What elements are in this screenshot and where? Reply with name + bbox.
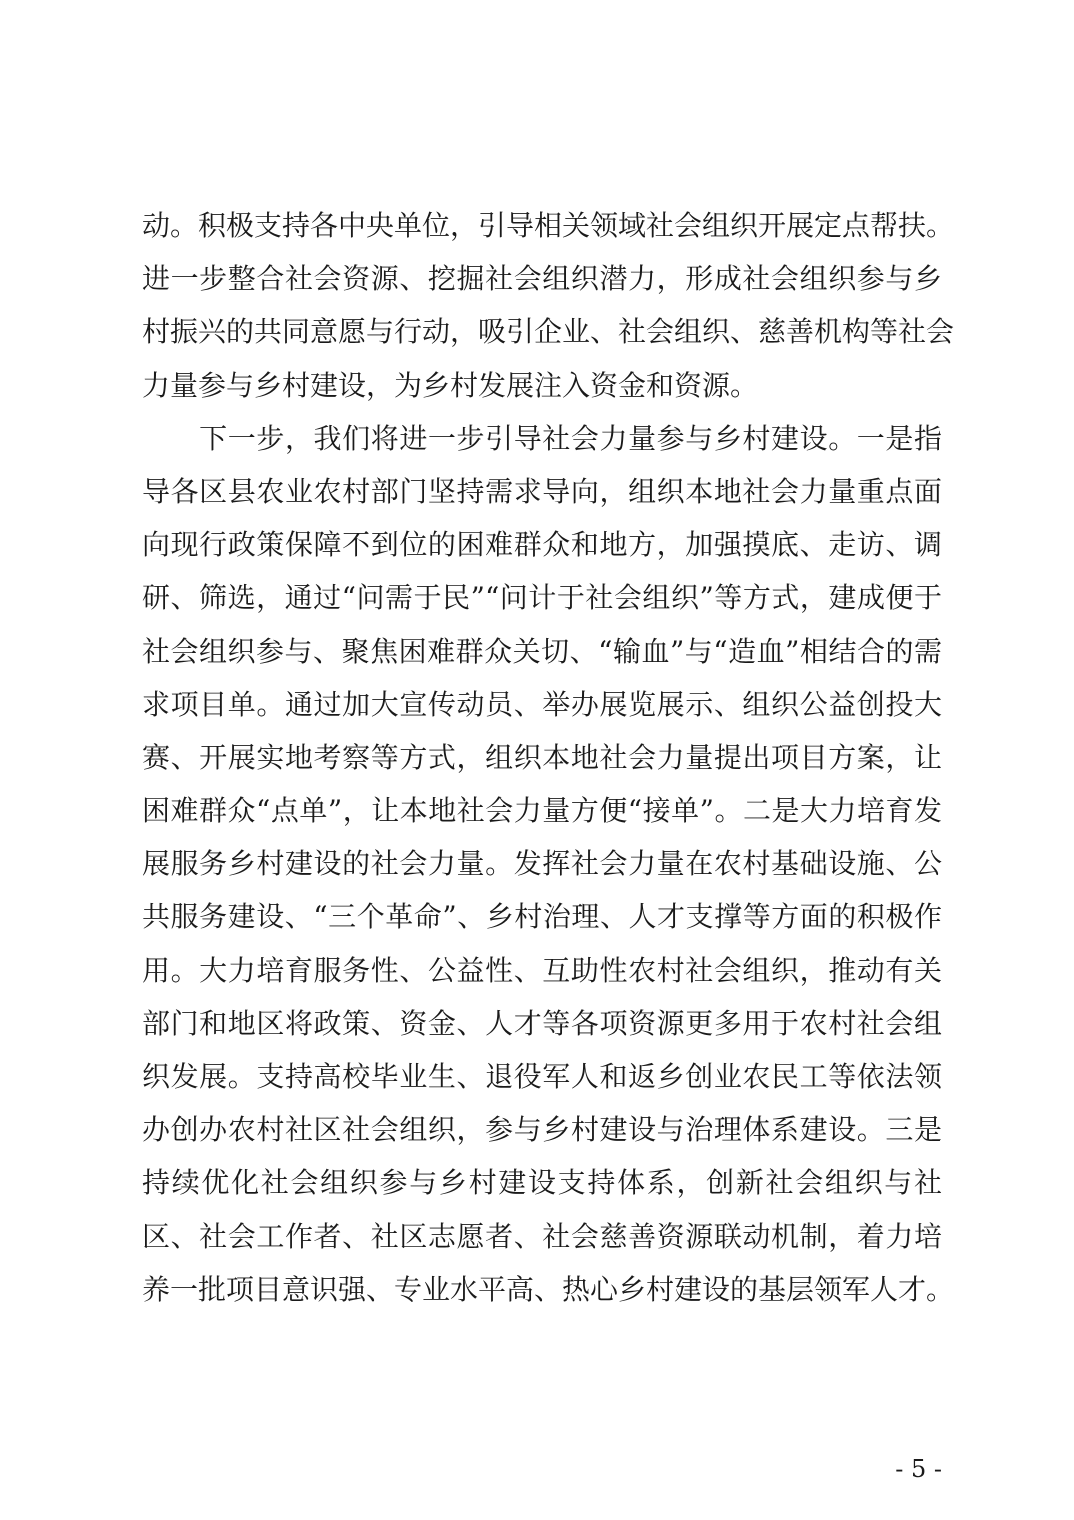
text-line: 村振兴的共同意愿与行动，吸引企业、社会组织、慈善机构等社会	[142, 315, 955, 349]
text-line: 动。积极支持各中央单位，引导相关领域社会组织开展定点帮扶。	[142, 209, 955, 242]
text-line: 进一步整合社会资源、挖掘社会组织潜力，形成社会组织参与乡	[142, 262, 942, 296]
text-line: 求项目单。通过加大宣传动员、举办展览展示、组织公益创投大	[142, 687, 942, 721]
body-text	[142, 199, 955, 1316]
text-line: 共服务建设、“三个革命”、乡村治理、人才支撑等方面的积极作	[142, 900, 942, 934]
text-line: 下一步，我们将进一步引导社会力量参与乡村建设。一是指	[142, 421, 942, 455]
text-line: 困难群众“点单”，让本地社会力量方便“接单”。二是大力培育发	[142, 794, 942, 828]
text-line: 用。大力培育服务性、公益性、互助性农村社会组织，推动有关	[142, 953, 942, 987]
text-line: 力量参与乡村建设，为乡村发展注入资金和资源。	[142, 368, 759, 402]
text-line: 赛、开展实地考察等方式，组织本地社会力量提出项目方案，让	[142, 740, 942, 774]
page-number: - 5 -	[895, 1455, 942, 1483]
text-line: 区、社会工作者、社区志愿者、社会慈善资源联动机制，着力培	[142, 1219, 942, 1253]
text-line: 社会组织参与、聚焦困难群众关切、“输血”与“造血”相结合的需	[142, 634, 942, 668]
text-line: 研、筛选，通过“问需于民”“问计于社会组织”等方式，建成便于	[142, 581, 942, 615]
text-line: 持续优化社会组织参与乡村建设支持体系，创新社会组织与社	[142, 1166, 942, 1200]
text-line: 养一批项目意识强、专业水平高、热心乡村建设的基层领军人才。	[142, 1272, 955, 1306]
text-line: 导各区县农业农村部门坚持需求导向，组织本地社会力量重点面	[142, 474, 942, 508]
text-line: 办创办农村社区社会组织，参与乡村建设与治理体系建设。三是	[142, 1113, 942, 1147]
text-line: 部门和地区将政策、资金、人才等各项资源更多用于农村社会组	[142, 1006, 942, 1040]
text-line: 向现行政策保障不到位的困难群众和地方，加强摸底、走访、调	[142, 528, 942, 562]
text-line: 展服务乡村建设的社会力量。发挥社会力量在农村基础设施、公	[142, 847, 942, 881]
text-line: 织发展。支持高校毕业生、退役军人和返乡创业农民工等依法领	[142, 1060, 942, 1093]
